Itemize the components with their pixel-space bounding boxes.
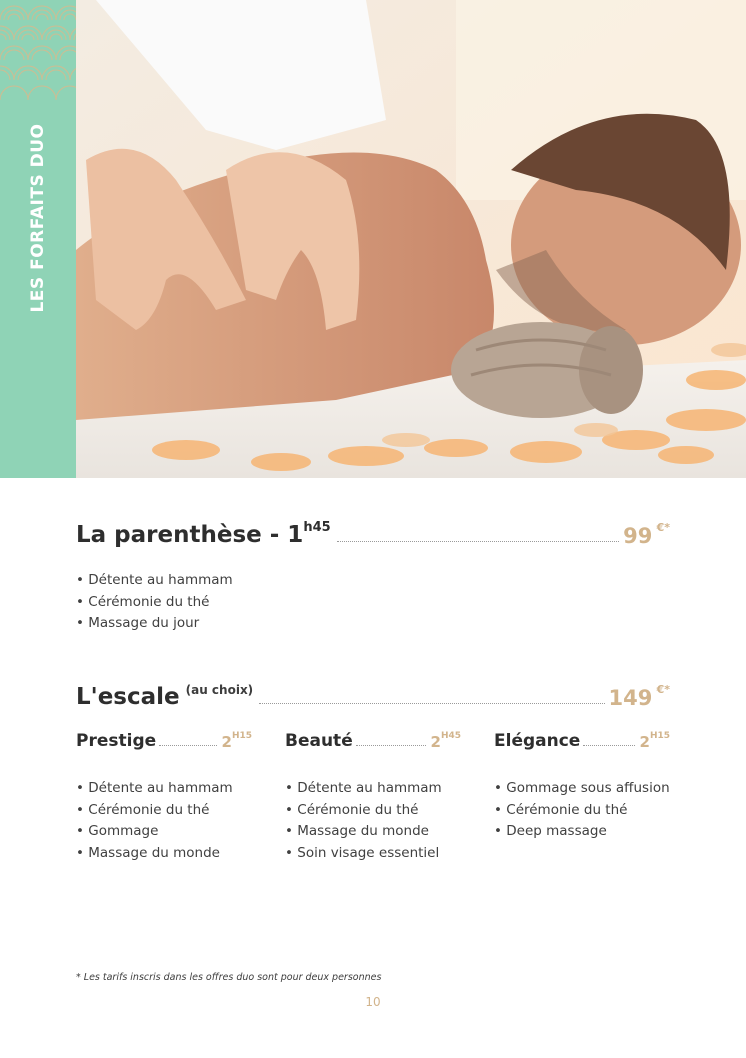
- option-elegance-header: [494, 731, 670, 751]
- option-prestige-header: [76, 731, 252, 751]
- option-prestige-list: [76, 778, 233, 864]
- side-band: [0, 0, 76, 478]
- list-item: • Gommage: [76, 821, 233, 843]
- offer-escale-price: 149 €*: [608, 683, 670, 710]
- list-item: • Massage du monde: [76, 843, 233, 865]
- list-item: • Cérémonie du thé: [76, 800, 233, 822]
- offer-escale-header: [76, 684, 670, 710]
- leader-dots: [583, 745, 634, 746]
- leader-dots: [159, 745, 216, 746]
- offer-parenthese-title: La parenthèse - $1^{h45}$: [76, 520, 331, 548]
- list-item: • Détente au hammam: [285, 778, 442, 800]
- list-item: • Soin visage essentiel: [285, 843, 442, 865]
- list-item: • Cérémonie du thé: [76, 592, 233, 614]
- list-item: • Deep massage: [494, 821, 670, 843]
- list-item: • Cérémonie du thé: [494, 800, 670, 822]
- list-item: • Cérémonie du thé: [285, 800, 442, 822]
- option-prestige-duration: $2^{H15}$: [221, 731, 252, 751]
- leader-dots: [337, 541, 619, 542]
- option-beaute-header: [285, 731, 461, 751]
- option-elegance-list: [494, 778, 670, 843]
- pricing-footnote: * Les tarifs inscris dans les offres duo sont pour deux personnes: [76, 972, 382, 983]
- option-beaute-duration: $2^{H45}$: [430, 731, 461, 751]
- offer-parenthese-header: [76, 522, 670, 548]
- leader-dots: [259, 703, 604, 704]
- option-beaute-list: [285, 778, 442, 864]
- option-prestige-title: Prestige: [76, 731, 157, 751]
- leader-dots: [356, 745, 426, 746]
- massage-photo: [76, 0, 746, 478]
- hero-section: [0, 0, 746, 478]
- list-item: • Massage du monde: [285, 821, 442, 843]
- wave-pattern-decoration: [0, 0, 76, 110]
- option-elegance-duration: $2^{H15}$: [639, 731, 670, 751]
- offer-escale-note: (au choix): [185, 683, 254, 697]
- page-number: 10: [365, 995, 381, 1009]
- offer-parenthese-list: [76, 570, 233, 635]
- option-elegance-title: Elégance: [494, 731, 581, 751]
- option-beaute-title: Beauté: [285, 731, 353, 751]
- list-item: • Massage du jour: [76, 613, 233, 635]
- offer-parenthese-price: 99 €*: [623, 521, 670, 548]
- list-item: • Gommage sous affusion: [494, 778, 670, 800]
- offer-parenthese-duration: h45: [303, 520, 331, 536]
- section-side-label: LES FORFAITS DUO: [28, 123, 48, 313]
- list-item: • Détente au hammam: [76, 778, 233, 800]
- offer-escale-title: L'escale: [76, 684, 180, 710]
- list-item: • Détente au hammam: [76, 570, 233, 592]
